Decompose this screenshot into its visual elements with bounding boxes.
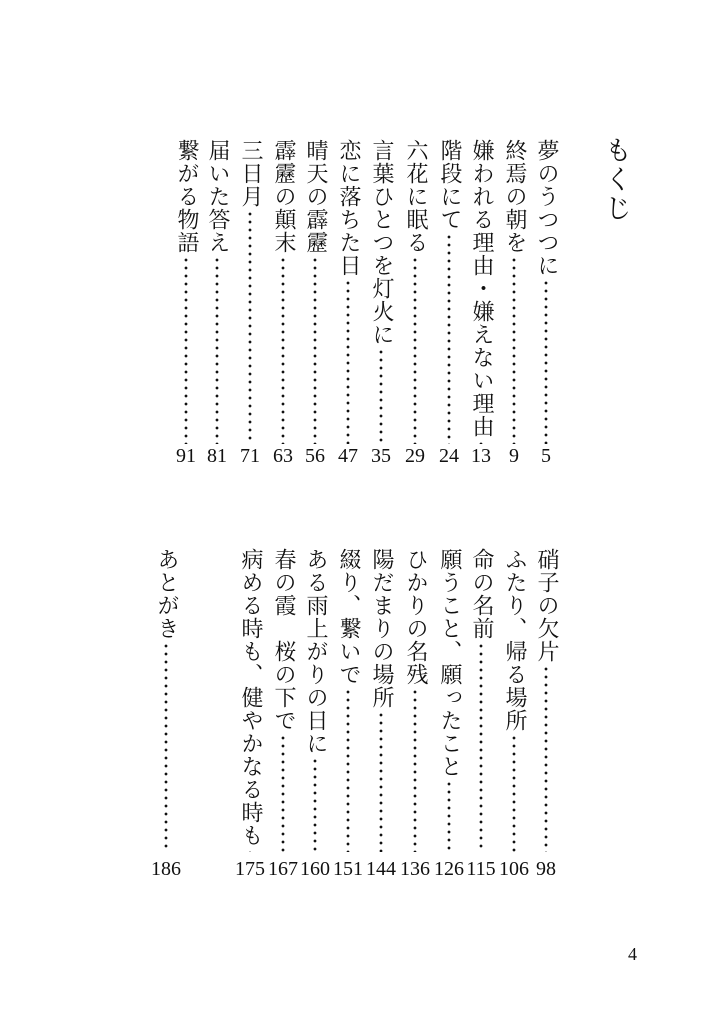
toc-entry-title: 春の霞 桜の下で: [271, 548, 296, 732]
toc-entry-title: ふたり、帰る場所: [502, 548, 527, 732]
toc-entry-title: ひかりの名残: [403, 548, 428, 686]
toc-entry-title: 恋に落ちた日: [336, 139, 361, 277]
toc-entry-title: ある雨上がりの日に: [303, 548, 328, 755]
toc-entry-page: 115: [466, 858, 496, 880]
dot-leader: [173, 256, 199, 444]
toc-entry[interactable]: [173, 139, 199, 444]
toc-entry-page: 24: [439, 445, 459, 467]
toc-heading: もくじ: [600, 136, 631, 223]
dot-leader: [270, 256, 296, 444]
toc-entry[interactable]: [402, 548, 428, 852]
toc-entry[interactable]: [153, 548, 179, 852]
toc-entry-title: 夢のうつつに: [534, 139, 559, 277]
toc-entry-title: 嫌われる理由・嫌えない理由: [469, 139, 494, 438]
dot-leader: [368, 348, 394, 444]
dot-leader: [270, 734, 296, 852]
toc-entry[interactable]: [501, 548, 527, 852]
toc-entry-title: 六花に眠る: [403, 139, 428, 254]
toc-entry-page: 29: [405, 445, 425, 467]
toc-entry-page: 9: [509, 445, 519, 467]
toc-entry-title: 繋がる物語: [174, 139, 199, 254]
toc-entry[interactable]: [270, 548, 296, 852]
toc-entry-page: 81: [207, 445, 227, 467]
toc-entry-page: 71: [240, 445, 260, 467]
dot-leader: [533, 665, 559, 852]
toc-entry-page: 5: [541, 445, 551, 467]
toc-entry[interactable]: [237, 548, 263, 852]
toc-entry[interactable]: [436, 548, 462, 852]
dot-leader: [468, 440, 494, 444]
toc-entry-page: 13: [471, 445, 491, 467]
toc-entry-page: 106: [499, 858, 529, 880]
toc-entry[interactable]: [335, 548, 361, 852]
toc-entry-title: 届いた答え: [205, 139, 230, 254]
toc-entry-page: 175: [235, 858, 265, 880]
toc-entry-title: 霹靂の顛末: [271, 139, 296, 254]
toc-entry[interactable]: [436, 139, 462, 444]
dot-leader: [468, 642, 494, 852]
toc-entry-page: 56: [305, 445, 325, 467]
toc-entry-title: 晴天の霹靂: [303, 139, 328, 254]
dot-leader: [402, 256, 428, 444]
toc-entry-title: 陽だまりの場所: [369, 548, 394, 709]
dot-leader: [335, 688, 361, 852]
dot-leader: [302, 256, 328, 444]
dot-leader: [501, 256, 527, 444]
toc-entry-title: 階段にて: [437, 139, 462, 231]
toc-entry-title: 終焉の朝を: [502, 139, 527, 254]
toc-entry-title: 言葉ひとつを灯火に: [369, 139, 394, 346]
dot-leader: [204, 256, 230, 444]
toc-entry-title: 三日月: [238, 139, 263, 208]
dot-leader: [533, 279, 559, 444]
toc-entry[interactable]: [368, 548, 394, 852]
toc-entry-page: 126: [434, 858, 464, 880]
dot-leader: [368, 711, 394, 852]
toc-entry-title: 命の名前: [469, 548, 494, 640]
toc-entry[interactable]: [270, 139, 296, 444]
toc-entry[interactable]: [237, 139, 263, 444]
dot-leader: [402, 688, 428, 852]
page-number: 4: [628, 944, 637, 964]
toc-entry-title: 病める時も、健やかなる時も: [238, 548, 263, 847]
toc-entry-page: 136: [400, 858, 430, 880]
toc-entry[interactable]: [468, 139, 494, 444]
toc-entry[interactable]: [302, 139, 328, 444]
toc-entry[interactable]: [468, 548, 494, 852]
toc-entry-title: 硝子の欠片: [534, 548, 559, 663]
dot-leader: [501, 734, 527, 852]
toc-entry-title: 願うこと、願ったこと: [437, 548, 462, 778]
dot-leader: [237, 210, 263, 444]
toc-entry[interactable]: [204, 139, 230, 444]
toc-entry-page: 35: [371, 445, 391, 467]
dot-leader: [237, 849, 263, 852]
dot-leader: [153, 642, 179, 852]
toc-entry-page: 151: [333, 858, 363, 880]
dot-leader: [436, 233, 462, 444]
toc-entry[interactable]: [368, 139, 394, 444]
toc-entry-page: 63: [273, 445, 293, 467]
toc-entry-page: 98: [536, 858, 556, 880]
toc-entry-page: 144: [366, 858, 396, 880]
toc-entry[interactable]: [302, 548, 328, 852]
toc-entry-page: 91: [176, 445, 196, 467]
toc-entry-title: あとがき: [154, 548, 179, 640]
toc-entry-title: 綴り、繋いで: [336, 548, 361, 686]
toc-entry[interactable]: [402, 139, 428, 444]
toc-entry-page: 167: [268, 858, 298, 880]
toc-entry[interactable]: [335, 139, 361, 444]
dot-leader: [302, 757, 328, 852]
dot-leader: [436, 780, 462, 852]
toc-entry[interactable]: [533, 548, 559, 852]
toc-entry-page: 186: [151, 858, 181, 880]
toc-entry[interactable]: [533, 139, 559, 444]
toc-entry-page: 160: [300, 858, 330, 880]
dot-leader: [335, 279, 361, 444]
toc-entry[interactable]: [501, 139, 527, 444]
toc-entry-page: 47: [338, 445, 358, 467]
